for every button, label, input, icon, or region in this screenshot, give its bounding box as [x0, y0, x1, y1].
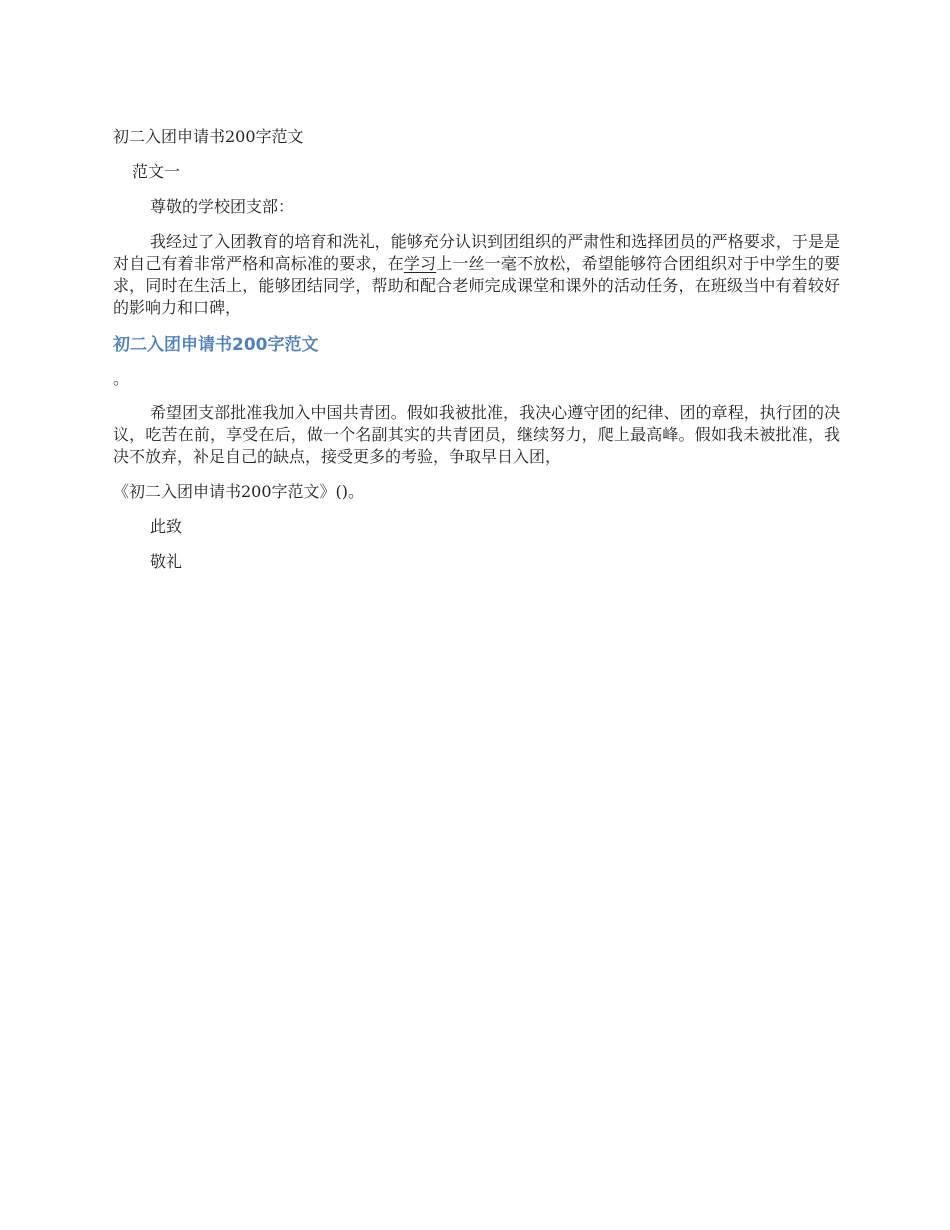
sample-label: 范文一 — [132, 162, 181, 181]
document-title: 初二入团申请书200字范文 — [113, 127, 304, 146]
quote-line: 《初二入团申请书200字范文》()。 — [113, 482, 365, 501]
paragraph-1-text-after: 上一丝一毫不放松，希望能够符合团组织对于中学生的要求，同时在生活上，能够团结同学，帮助和配合老师完成课堂和课外的活动任务，在班级当中有着较好的影响力和口碑， — [113, 254, 840, 317]
period-line: 。 — [113, 369, 130, 388]
paragraph-1-text-before: 我经过了入团教育的培育和洗礼，能够充分认识到团组织的严肃性和选择团员的严格要求，于是是对自己有着非常严格和高标准的要求，在 — [113, 232, 840, 273]
body-paragraph-2: 希望团支部批准我加入中国共青团。假如我被批准，我决心遵守团的纪律、团的章程，执行团的决议，吃苦在前，享受在后，做一个名副其实的共青团员，继续努力，爬上最高峰。假如我未被批准，我决不放弃，补足自己的缺点，接受更多的考验，争取早日入团， — [113, 403, 840, 466]
document-page — [113, 118, 840, 573]
closing-line-2: 敬礼 — [150, 552, 183, 571]
section-heading: 初二入团申请书200字范文 — [113, 335, 319, 355]
study-link[interactable]: 学习 — [403, 254, 437, 273]
body-paragraph-1 — [113, 231, 840, 319]
salutation: 尊敬的学校团支部： — [150, 197, 295, 216]
closing-line-1: 此致 — [150, 517, 183, 536]
